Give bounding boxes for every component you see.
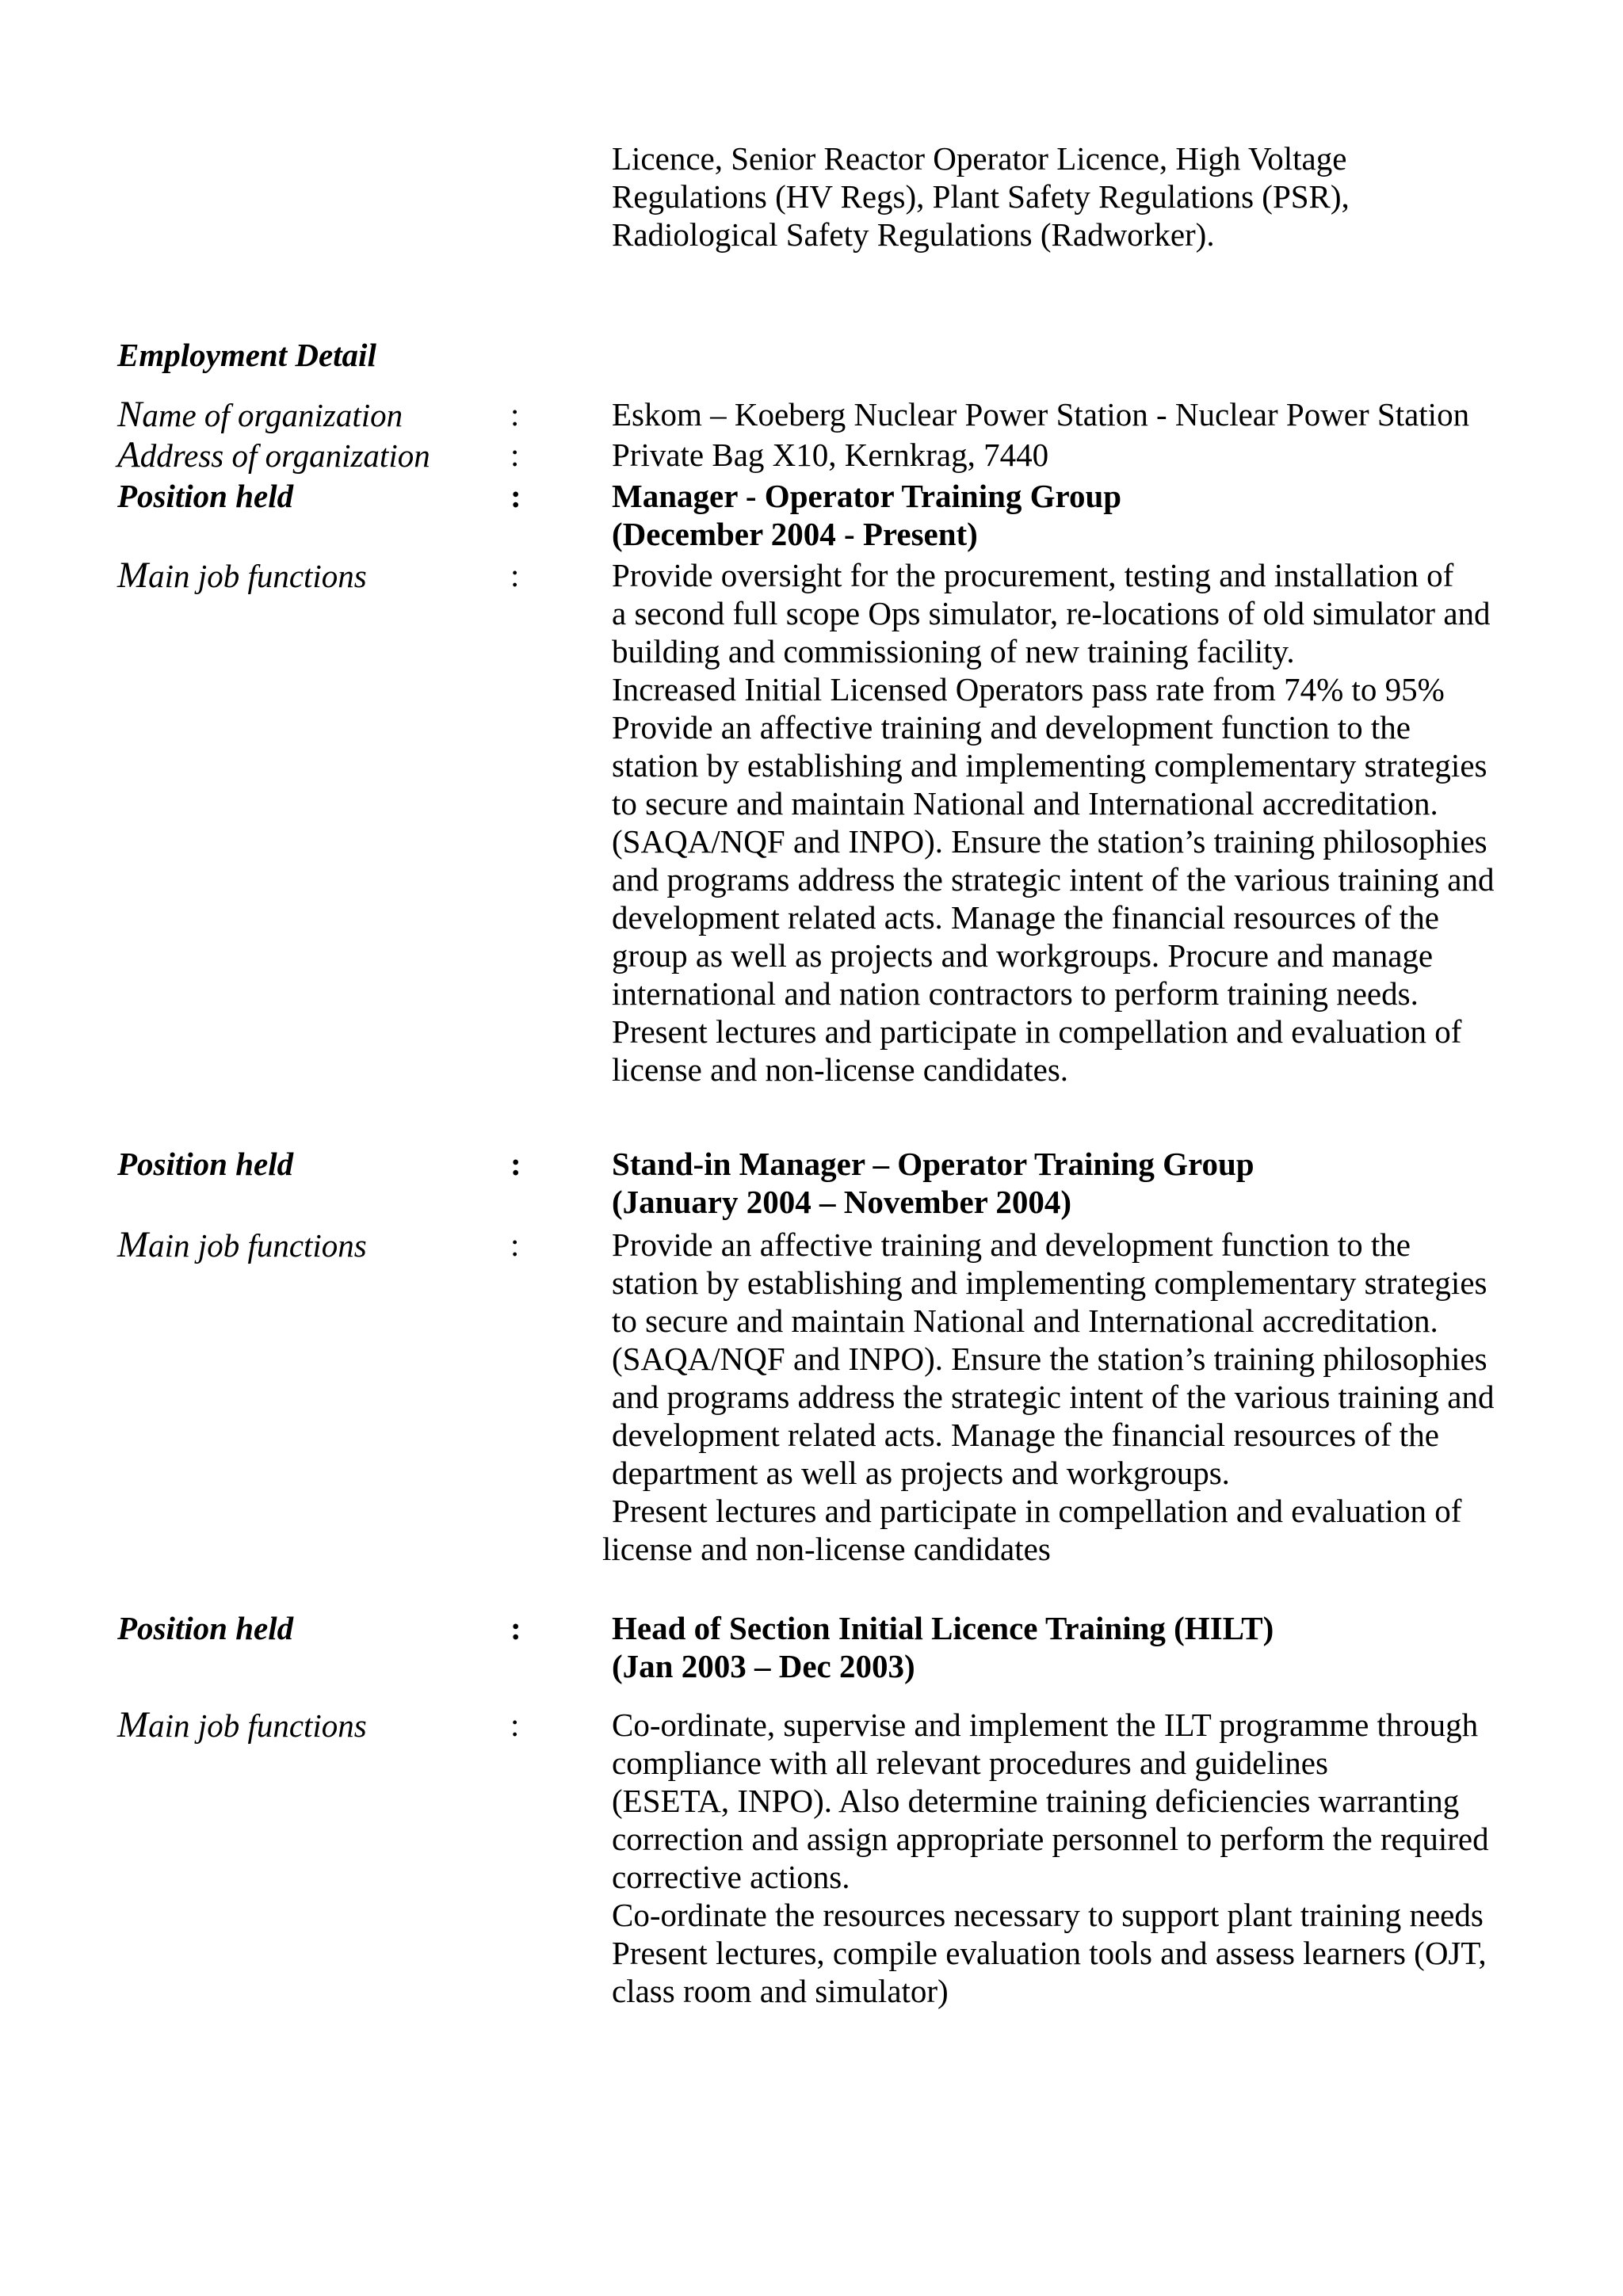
intro-text [612, 139, 1350, 254]
function-line: Co-ordinate the resources necessary to support plant training needs [612, 1897, 1484, 1933]
function-line: and programs address the strategic intent of the various training and [612, 861, 1495, 898]
function-line: (SAQA/NQF and INPO). Ensure the station’s training philosophies [612, 1341, 1487, 1377]
position-title [612, 477, 1121, 553]
function-line: license and non-license candidates [602, 1531, 1051, 1567]
colon: : [510, 1226, 520, 1263]
org-label: Name of organization [117, 394, 403, 435]
function-line: (ESETA, INPO). Also determine training deficiencies warranting [612, 1783, 1460, 1819]
colon: : [510, 437, 520, 473]
position-title-text: Manager - Operator Training Group [612, 478, 1122, 514]
position-period: (January 2004 – November 2004) [612, 1184, 1072, 1220]
function-line: to secure and maintain National and International accreditation. [612, 1302, 1438, 1339]
position-title [612, 1609, 1274, 1685]
function-line: license and non-license candidates. [612, 1051, 1069, 1088]
position-label: Position held [117, 1146, 294, 1182]
function-line: Provide an affective training and development function to the [612, 709, 1411, 746]
functions-list [612, 1706, 1489, 2010]
position-title [612, 1145, 1254, 1221]
colon: : [510, 478, 521, 514]
address-value: Private Bag X10, Kernkrag, 7440 [612, 437, 1049, 473]
function-line: Increased Initial Licensed Operators pass rate from 74% to 95% [612, 671, 1445, 707]
colon: : [510, 396, 520, 433]
function-line: correction and assign appropriate personnel to perform the required [612, 1821, 1489, 1857]
function-line: development related acts. Manage the financial resources of the [612, 1417, 1439, 1453]
function-line: building and commissioning of new training facility. [612, 633, 1295, 669]
colon: : [510, 557, 520, 593]
function-line: station by establishing and implementing complementary strategies [612, 1264, 1487, 1301]
function-line: station by establishing and implementing complementary strategies [612, 747, 1487, 784]
position-period: (December 2004 - Present) [612, 516, 978, 552]
intro-line: Licence, Senior Reactor Operator Licence, High Voltage [612, 140, 1347, 177]
intro-line: Regulations (HV Regs), Plant Safety Regulations (PSR), [612, 178, 1350, 215]
position-title-text: Head of Section Initial Licence Training (HILT) [612, 1610, 1274, 1646]
function-line: Co-ordinate, supervise and implement the ILT programme through [612, 1707, 1479, 1743]
org-value: Eskom – Koeberg Nuclear Power Station - Nuclear Power Station [612, 396, 1470, 433]
function-line: class room and simulator) [612, 1973, 949, 2009]
function-line: compliance with all relevant procedures and guidelines [612, 1745, 1328, 1781]
section-heading: Employment Detail [117, 337, 376, 373]
function-line: Present lectures and participate in compellation and evaluation of [612, 1013, 1462, 1050]
function-line: Provide oversight for the procurement, testing and installation of [612, 557, 1454, 593]
function-line: development related acts. Manage the financial resources of the [612, 899, 1439, 936]
colon: : [510, 1146, 521, 1182]
colon: : [510, 1707, 520, 1743]
functions-label: Main job functions [117, 555, 367, 596]
colon: : [510, 1610, 521, 1646]
position-label: Position held [117, 1610, 294, 1646]
function-line: to secure and maintain National and International accreditation. [612, 785, 1438, 822]
functions-label: Main job functions [117, 1704, 367, 1745]
intro-line: Radiological Safety Regulations (Radworker). [612, 216, 1215, 253]
function-line: group as well as projects and workgroups. Procure and manage [612, 937, 1434, 974]
address-label: Address of organization [117, 434, 430, 475]
function-line: a second full scope Ops simulator, re-locations of old simulator and [612, 595, 1491, 631]
function-line: international and nation contractors to perform training needs. [612, 975, 1419, 1012]
functions-list [602, 1226, 1495, 1568]
functions-label: Main job functions [117, 1224, 367, 1265]
function-line: Present lectures, compile evaluation tools and assess learners (OJT, [612, 1935, 1487, 1971]
function-line: Present lectures and participate in compellation and evaluation of [612, 1493, 1462, 1529]
function-line: corrective actions. [612, 1859, 850, 1895]
position-label: Position held [117, 478, 294, 514]
position-period: (Jan 2003 – Dec 2003) [612, 1648, 915, 1684]
functions-list [612, 556, 1495, 1089]
position-title-text: Stand-in Manager – Operator Training Group [612, 1146, 1254, 1182]
function-line: department as well as projects and workgroups. [612, 1455, 1230, 1491]
function-line: and programs address the strategic intent of the various training and [612, 1379, 1495, 1415]
function-line: (SAQA/NQF and INPO). Ensure the station’s training philosophies [612, 823, 1487, 860]
function-line: Provide an affective training and development function to the [612, 1226, 1411, 1263]
